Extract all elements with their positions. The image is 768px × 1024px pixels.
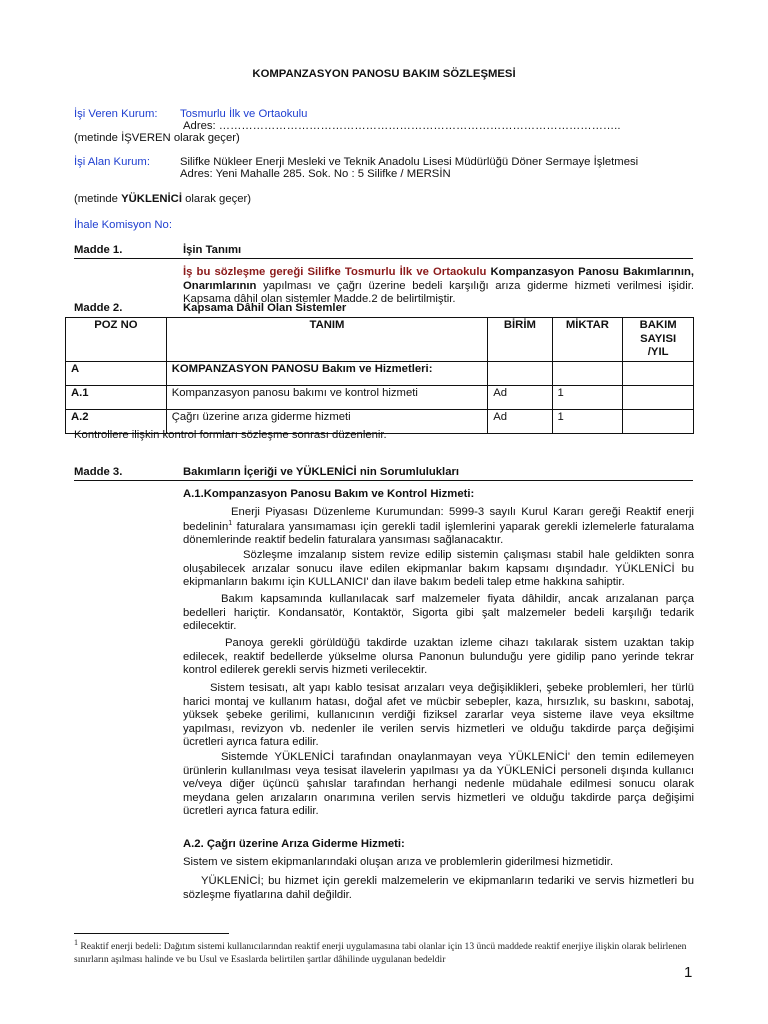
yuklenici-note-bold: YÜKLENİCİ — [121, 193, 182, 205]
header-tanim: TANIM — [166, 318, 488, 362]
cell-poz: A — [66, 361, 167, 385]
yuklenici-address: Adres: Yeni Mahalle 285. Sok. No : 5 Silifke / MERSİN — [180, 168, 451, 180]
madde1-number: Madde 1. — [74, 244, 123, 256]
section-a2-heading: A.2. Çağrı üzerine Arıza Giderme Hizmeti: — [183, 838, 405, 850]
cell-miktar — [552, 361, 623, 385]
isveren-label: İşi Veren Kurum: — [74, 108, 158, 120]
isveren-address: Adres: …………………………………………………………………………………………….. — [183, 120, 621, 132]
madde1-text — [183, 266, 694, 307]
table-row — [66, 361, 694, 385]
header-bakim: BAKIM SAYISI /YIL — [623, 318, 694, 362]
madde1-rule — [74, 258, 693, 259]
kapsam-table — [65, 317, 694, 434]
cell-bakim — [623, 385, 694, 409]
table-row — [66, 385, 694, 409]
madde3-rule — [74, 480, 693, 481]
cell-birim: Ad — [488, 409, 552, 433]
madde1-red-text: İş bu sözleşme gereği Silifke Tosmurlu İlk ve Ortaokulu — [183, 266, 487, 278]
ihale-komisyon: İhale Komisyon No: — [74, 219, 172, 231]
madde1-rest-text: yapılması ve çağrı üzerine bedeli karşılığı arıza giderme hizmeti verilmesi işidir. Kapsama dâhil olan sistemler Madde.2 de belirtilmiştir. — [183, 279, 694, 306]
page-number: 1 — [684, 964, 693, 981]
cell-bakim — [623, 409, 694, 433]
footnote-text: Reaktif enerji bedeli: Dağıtım sistemi kullanıcılarından reaktif enerji uygulamasına tabi olanlar için 13 üncü maddede reaktif enerjiye ilişkin olarak belirlenen sınırların aşılması halinde ve bu Usul ve Esaslarda belirtilen şartlar dâhilinde uygulanan bedeldir — [74, 941, 687, 966]
cell-birim — [488, 361, 552, 385]
yuklenici-note — [74, 193, 251, 207]
cell-poz: A.2 — [66, 409, 167, 433]
cell-miktar: 1 — [552, 385, 623, 409]
cell-tanim: Çağrı üzerine arıza giderme hizmeti — [166, 409, 488, 433]
madde3-title: Bakımların İçeriği ve YÜKLENİCİ nin Sorumlulukları — [183, 466, 460, 478]
paragraph-2: Sözleşme imzalanıp sistem revize edilip sistemin çalışması stabil hale geldikten sonra oluşabilecek arızalar sonucu ilave edilen ekipmanlar bakım kapsamı dışındadır. YÜKLENİCİ bu ekipmanların bakımı için KULLANICI' dan ilave bakım bedeli talep etme hakkına sahiptir. — [183, 549, 694, 589]
yuklenici-note-post: olarak geçer) — [181, 193, 252, 205]
cell-bakim — [623, 361, 694, 385]
yuklenici-label: İşi Alan Kurum: — [74, 156, 150, 168]
paragraph-6: Sistemde YÜKLENİCİ tarafından onaylanmayan veya YÜKLENİCİ' den temin edilemeyen ürünlerin kullanılması veya tesisat ilavelerin yapılması ya da YÜKLENİCİ personeli dışında kullanıcı ve/veya diğer üçüncü şahıslar tarafından herhangi nedenle müdahale edilmesi sonucu olarak meydana gelen arızaların onarımına verilen servis hizmetleri ve olduğu takdirde parça değişimi ücretleri ayrıca fatura edilir. — [183, 751, 694, 818]
yuklenici-note-pre: (metinde — [74, 193, 122, 205]
isveren-note: (metinde İŞVEREN olarak geçer) — [74, 132, 240, 144]
footnote-separator — [74, 933, 229, 934]
paragraph-1b: faturalara yansımaması için gerekli tadil işlemlerini yaparak gerekli izlemelerle faturalama dönemlerinde reaktif bedelin faturalara yansıması sağlanacaktır. — [183, 520, 694, 546]
paragraph-4: Panoya gerekli görüldüğü takdirde uzaktan izleme cihazı takılarak sistem uzaktan takip edilecek, reaktif bedellerde yükselme olursa Panonun bulunduğu yere gidilip pano yerinde tekrar kontrol edilerek gerekli servis hizmeti verilecektir. — [183, 637, 694, 677]
header-miktar: MİKTAR — [552, 318, 623, 362]
paragraph-8: YÜKLENİCİ; bu hizmet için gerekli malzemelerin ve ekipmanların tedariki ve servis hizmetleri bu sözleşme fiyatlarına dahil değildir. — [183, 875, 694, 901]
table-header-row — [66, 318, 694, 362]
cell-poz: A.1 — [66, 385, 167, 409]
isveren-name: Tosmurlu İlk ve Ortaokulu — [180, 108, 308, 120]
footnote-ref: 1 — [228, 519, 233, 527]
paragraph-1a: Enerji Piyasası Düzenleme Kurumundan: 5999-3 sayılı Kurul Kararı gereği Reaktif enerji bedelinin — [183, 506, 694, 533]
madde1-title: İşin Tanımı — [183, 244, 242, 256]
section-a1-heading: A.1.Kompanzasyon Panosu Bakım ve Kontrol Hizmeti: — [183, 488, 475, 500]
madde2-number: Madde 2. — [74, 302, 123, 314]
cell-miktar: 1 — [552, 409, 623, 433]
footnote — [74, 938, 694, 967]
document-title: KOMPANZASYON PANOSU BAKIM SÖZLEŞMESİ — [252, 68, 516, 80]
madde2-title: Kapsama Dâhil Olan Sistemler — [183, 302, 347, 314]
madde1-bold-text: Kompanzasyon Panosu Bakımlarının, Onarımlarının — [183, 266, 694, 292]
footnote-mark: 1 — [74, 938, 78, 947]
cell-tanim: Kompanzasyon panosu bakımı ve kontrol hizmeti — [166, 385, 488, 409]
paragraph-1 — [183, 506, 694, 547]
header-poz: POZ NO — [66, 318, 167, 362]
paragraph-3: Bakım kapsamında kullanılacak sarf malzemeler fiyata dâhildir, ancak arızalanan parça bedelleri hariçtir. Kondansatör, Kontaktör, Sigorta gibi şalt malzemeler bedeli karşılığı tedarik edilecektir. — [183, 593, 694, 633]
yuklenici-name: Silifke Nükleer Enerji Mesleki ve Teknik Anadolu Lisesi Müdürlüğü Döner Sermaye İşletmesi — [180, 156, 639, 168]
header-birim: BİRİM — [488, 318, 552, 362]
madde3-number: Madde 3. — [74, 466, 123, 478]
cell-tanim: KOMPANZASYON PANOSU Bakım ve Hizmetleri: — [166, 361, 488, 385]
table-note: Kontrollere ilişkin kontrol formları sözleşme sonrası düzenlenir. — [74, 429, 387, 441]
cell-birim: Ad — [488, 385, 552, 409]
paragraph-7: Sistem ve sistem ekipmanlarındaki oluşan arıza ve problemlerin giderilmesi hizmetidir. — [183, 856, 614, 868]
paragraph-5: Sistem tesisatı, alt yapı kablo tesisat arızaları veya değişiklikleri, şebeke problemleri, her türlü harici montaj ve kullanım hatası, doğal afet ve mücbir sebepler, kaza, hırsızlık, su baskını, sabotaj, yüksek şebeke gerilimi, kullanıcının verdiği fiziksel zararlar veya sisteme ilave veya eksiltme yapılması, revizyon vb. nedenler ile verilen servis hizmetleri ve olduğu takdirde parça değişimi ücretleri ayrıca fatura edilir. — [183, 682, 694, 749]
